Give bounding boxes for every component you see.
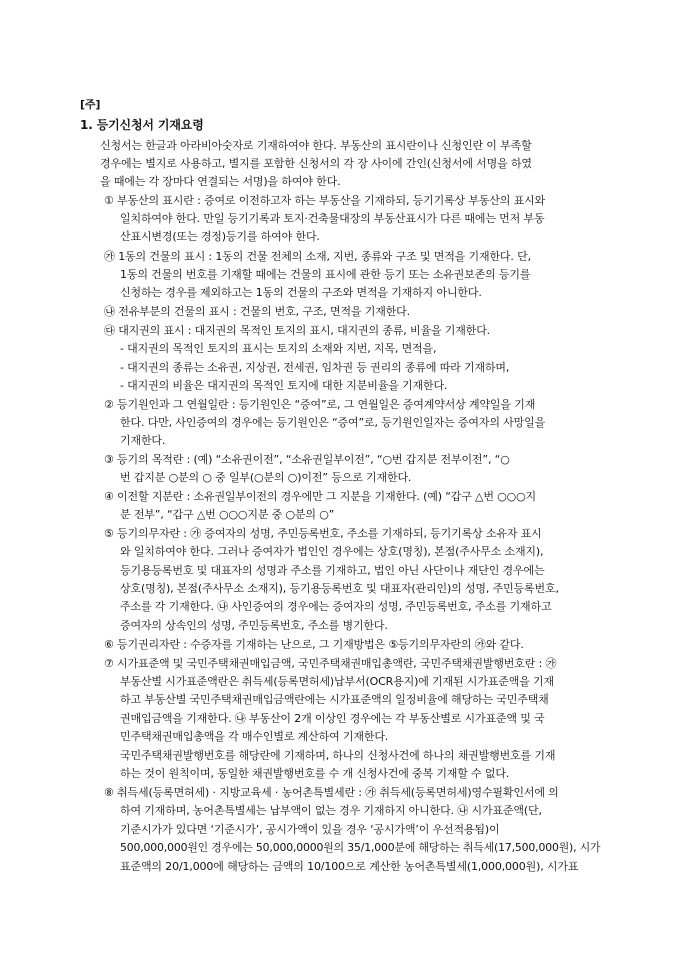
- item-7-line: 하는 것이 원칙이며, 동일한 채권발행번호를 수 개 신청사건에 중복 기재할 수 없다.: [120, 767, 510, 780]
- paragraph-line: 을 때에는 각 장마다 연결되는 서명)을 하여야 한다.: [100, 175, 341, 188]
- sub-item-ga-line: 신청하는 경우를 제외하고는 1동의 건물의 구조와 면적을 기재하지 아니한다.: [120, 286, 482, 299]
- item-4-line: ④ 이전할 지분란 : 소유권일부이전의 경우에만 그 지분을 기재한다. (예) “갑구 △번 ○○○지: [104, 490, 537, 503]
- sub-item-ga-line: ㉮ 1동의 건물의 표시 : 1동의 건물 전체의 소재, 지번, 종류와 구조 및 면적을 기재한다. 단,: [104, 250, 531, 263]
- item-7-line: 하고 부동산별 국민주택채권매입금액란에는 시가표준액의 일정비율에 해당하는 국민주택채: [120, 693, 549, 706]
- item-8-line: 기준시가가 있다면 ‘기준시가’, 공시가액이 있을 경우 ‘공시가액’이 우선적용됨)이: [120, 823, 500, 836]
- item-1-line: 산표시변경(또는 경정)등기를 하여야 한다.: [120, 230, 320, 243]
- item-8-line: ⑧ 취득세(등록면허세) · 지방교육세 · 농어촌특별세란 : ㉮ 취득세(등록면허세)영수필확인서에 의: [104, 786, 559, 799]
- item-2-line: 기재한다.: [120, 434, 166, 447]
- item-7-line: 부동산별 시가표준액란은 취득세(등록면허세)납부서(OCR용지)에 기재된 시가표준액을 기재: [120, 675, 554, 688]
- item-3-line: ③ 등기의 목적란 : (예) “소유권이전”, “소유권일부이전”, “○번 갑지분 전부이전”, “○: [104, 453, 510, 466]
- sub-item-ga-line: 1동의 건물의 번호를 기재할 때에는 건물의 표시에 관한 등기 또는 소유권보존의 등기를: [120, 268, 531, 281]
- sub-item-da-line: ㉰ 대지권의 표시 : 대지권의 목적인 토지의 표시, 대지권의 종류, 비율을 기재한다.: [104, 324, 491, 337]
- item-2-line: ② 등기원인과 그 연월일란 : 등기원인은 “증여”로, 그 연월일은 증여계약서상 계약일을 기재: [104, 398, 536, 411]
- item-7-line: ⑦ 시가표준액 및 국민주택채권매입금액, 국민주택채권매입총액란, 국민주택채권발행번호란 : ㉮: [104, 657, 557, 670]
- item-3-line: 번 갑지분 ○분의 ○ 중 일부(○분의 ○)이전” 등으로 기재한다.: [120, 471, 412, 484]
- item-7-line: 권매입금액을 기재한다. ㉯ 부동산이 2개 이상인 경우에는 각 부동산별로 시가표준액 및 국: [120, 712, 545, 725]
- section-title: 1. 등기신청서 기재요령: [80, 118, 204, 132]
- item-5-line: ⑤ 등기의무자란 : ㉮ 증여자의 성명, 주민등록번호, 주소를 기재하되, 등기기록상 소유자 표시: [104, 527, 542, 540]
- item-1-line: ① 부동산의 표시란 : 증여로 이전하고자 하는 부동산을 기재하되, 등기기록상 부동산의 표시와: [104, 194, 546, 207]
- sub-item-na-line: ㉯ 전유부분의 건물의 표시 : 건물의 번호, 구조, 면적을 기재한다.: [104, 305, 410, 318]
- dash-line: - 대지권의 목적인 토지의 표시는 토지의 소재와 지번, 지목, 면적을,: [120, 342, 437, 355]
- item-4-line: 분 전부”, “갑구 △번 ○○○지분 중 ○분의 ○”: [120, 508, 335, 521]
- item-8-line: 표준액의 20/1,000에 해당하는 금액의 10/100으로 계산한 농어촌특별세(1,000,000원), 시가표: [120, 860, 579, 873]
- item-5-line: 상호(명칭), 본점(주사무소 소재지), 등기용등록번호 및 대표자(관리인)의 성명, 주민등록번호,: [120, 582, 559, 595]
- item-2-line: 한다. 다만, 사인증여의 경우에는 등기원인은 “증여”로, 등기원인일자는 증여자의 사망일을: [120, 416, 546, 429]
- item-6-line: ⑥ 등기권리자란 : 수증자를 기재하는 난으로, 그 기재방법은 ⑤등기의무자란의 ㉮와 같다.: [104, 638, 524, 651]
- item-5-line: 등기용등록번호 및 대표자의 성명과 주소를 기재하고, 법인 아닌 사단이나 재단인 경우에는: [120, 564, 545, 577]
- item-5-line: 와 일치하여야 한다. 그러나 증여자가 법인인 경우에는 상호(명칭), 본점(주사무소 소재지),: [120, 545, 544, 558]
- item-7-line: 민주택채권매입총액을 각 매수인별로 계산하여 기재한다.: [120, 730, 389, 743]
- item-8-line: 하여 기재하며, 농어촌특별세는 납부액이 없는 경우 기재하지 아니한다. ㉯ 시가표준액(단,: [120, 804, 542, 817]
- item-7-line: 국민주택채권발행번호를 해당란에 기재하며, 하나의 신청사건에 하나의 채권발행번호를 기재: [120, 749, 556, 762]
- paragraph-line: 경우에는 별지로 사용하고, 별지를 포함한 신청서의 각 장 사이에 간인(신청서에 서명을 하였: [100, 157, 532, 170]
- item-5-line: 증여자의 상속인의 성명, 주민등록번호, 주소를 병기한다.: [120, 619, 388, 632]
- item-8-line: 500,000,000원인 경우에는 50,000,0000원의 35/1,000분에 해당하는 취득세(17,500,000원), 시가: [120, 841, 601, 854]
- note-label: [주]: [80, 98, 101, 111]
- dash-line: - 대지권의 비율은 대지권의 목적인 토지에 대한 지분비율을 기재한다.: [120, 379, 448, 392]
- dash-line: - 대지권의 종류는 소유권, 지상권, 전세권, 임차권 등 권리의 종류에 따라 기재하며,: [120, 361, 510, 374]
- item-1-line: 일치하여야 한다. 만일 등기기록과 토지·건축물대장의 부동산표시가 다른 때에는 먼저 부동: [120, 212, 545, 225]
- item-5-line: 주소를 각 기재한다. ㉯ 사인증여의 경우에는 증여자의 성명, 주민등록번호, 주소를 기재하고: [120, 600, 552, 613]
- paragraph-line: 신청서는 한글과 아라비아숫자로 기재하여야 한다. 부동산의 표시란이나 신청인란 이 부족할: [100, 139, 532, 152]
